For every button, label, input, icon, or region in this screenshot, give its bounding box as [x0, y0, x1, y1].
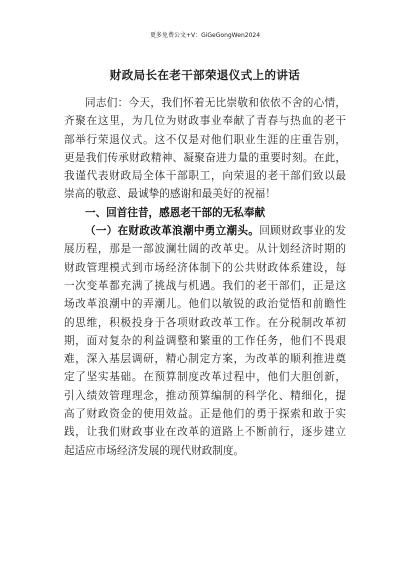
header-note: 更多免费公文+V：GiGeGongWen2024: [149, 32, 261, 39]
section-heading: 一、回首往昔，感恩老干部的无私奉献: [85, 206, 266, 219]
paragraph-line: 展历程，那是一部波澜壮阔的改革史。从计划经济时期的: [64, 243, 346, 256]
paragraph-line: 高了财政资金的使用效益。正是他们的勇于探索和敢于实: [64, 408, 346, 421]
paragraph-line: 难，深入基层调研，精心制定方案，为改革的顺利推进奠: [64, 353, 346, 366]
paragraph-line: 定了坚实基础。在预算制度改革过程中，他们大胆创新，: [64, 371, 346, 384]
subsection-first-line: [64, 222, 346, 240]
paragraph-line: 起适应市场经济发展的现代财政制度。: [64, 444, 245, 457]
subsection-first-line-rest: 回顾财政事业的发: [259, 225, 346, 238]
paragraph-line: 崇高的敬意、最诚挚的感谢和最美好的祝福！: [64, 188, 276, 201]
paragraph-line: 财政管理模式到市场经济体制下的公共财政体系建设，每: [64, 261, 346, 274]
paragraph-line: 引入绩效管理理念，推动预算编制的科学化、精细化，提: [64, 389, 346, 402]
paragraph-line: 一次变革都充满了挑战与机遇。我们的老干部们，正是这: [64, 279, 346, 292]
subsection-heading: （一）在财政改革浪潮中勇立潮头。: [85, 225, 260, 238]
paragraph-line: 期，面对复杂的利益调整和繁重的工作任务，他们不畏艰: [64, 334, 346, 347]
paragraph-line: 场改革浪潮中的弄潮儿。他们以敏锐的政治觉悟和前瞻性: [64, 298, 346, 311]
document-title: 财政局长在老干部荣退仪式上的讲话: [109, 68, 301, 82]
paragraph-line: 同志们：今天，我们怀着无比崇敬和依依不舍的心情，: [85, 97, 346, 109]
paragraph-line: 更是我们传承财政精神、凝聚奋进力量的重要时刻。在此，: [64, 151, 346, 164]
paragraph-line: 齐聚在这里，为几位为财政事业奉献了青春与热血的老干: [64, 115, 346, 128]
paragraph-line: 的思维，积极投身于各项财政改革工作。在分税制改革初: [64, 316, 346, 329]
document-body: [64, 94, 346, 460]
paragraph-line: 我谨代表财政局全体干部职工，向荣退的老干部们致以最: [64, 170, 346, 183]
paragraph-line: 部举行荣退仪式。这不仅是对他们职业生涯的庄重告别，: [64, 133, 346, 146]
paragraph-line: 践，让我们财政事业在改革的道路上不断前行，逐步建立: [64, 426, 346, 439]
